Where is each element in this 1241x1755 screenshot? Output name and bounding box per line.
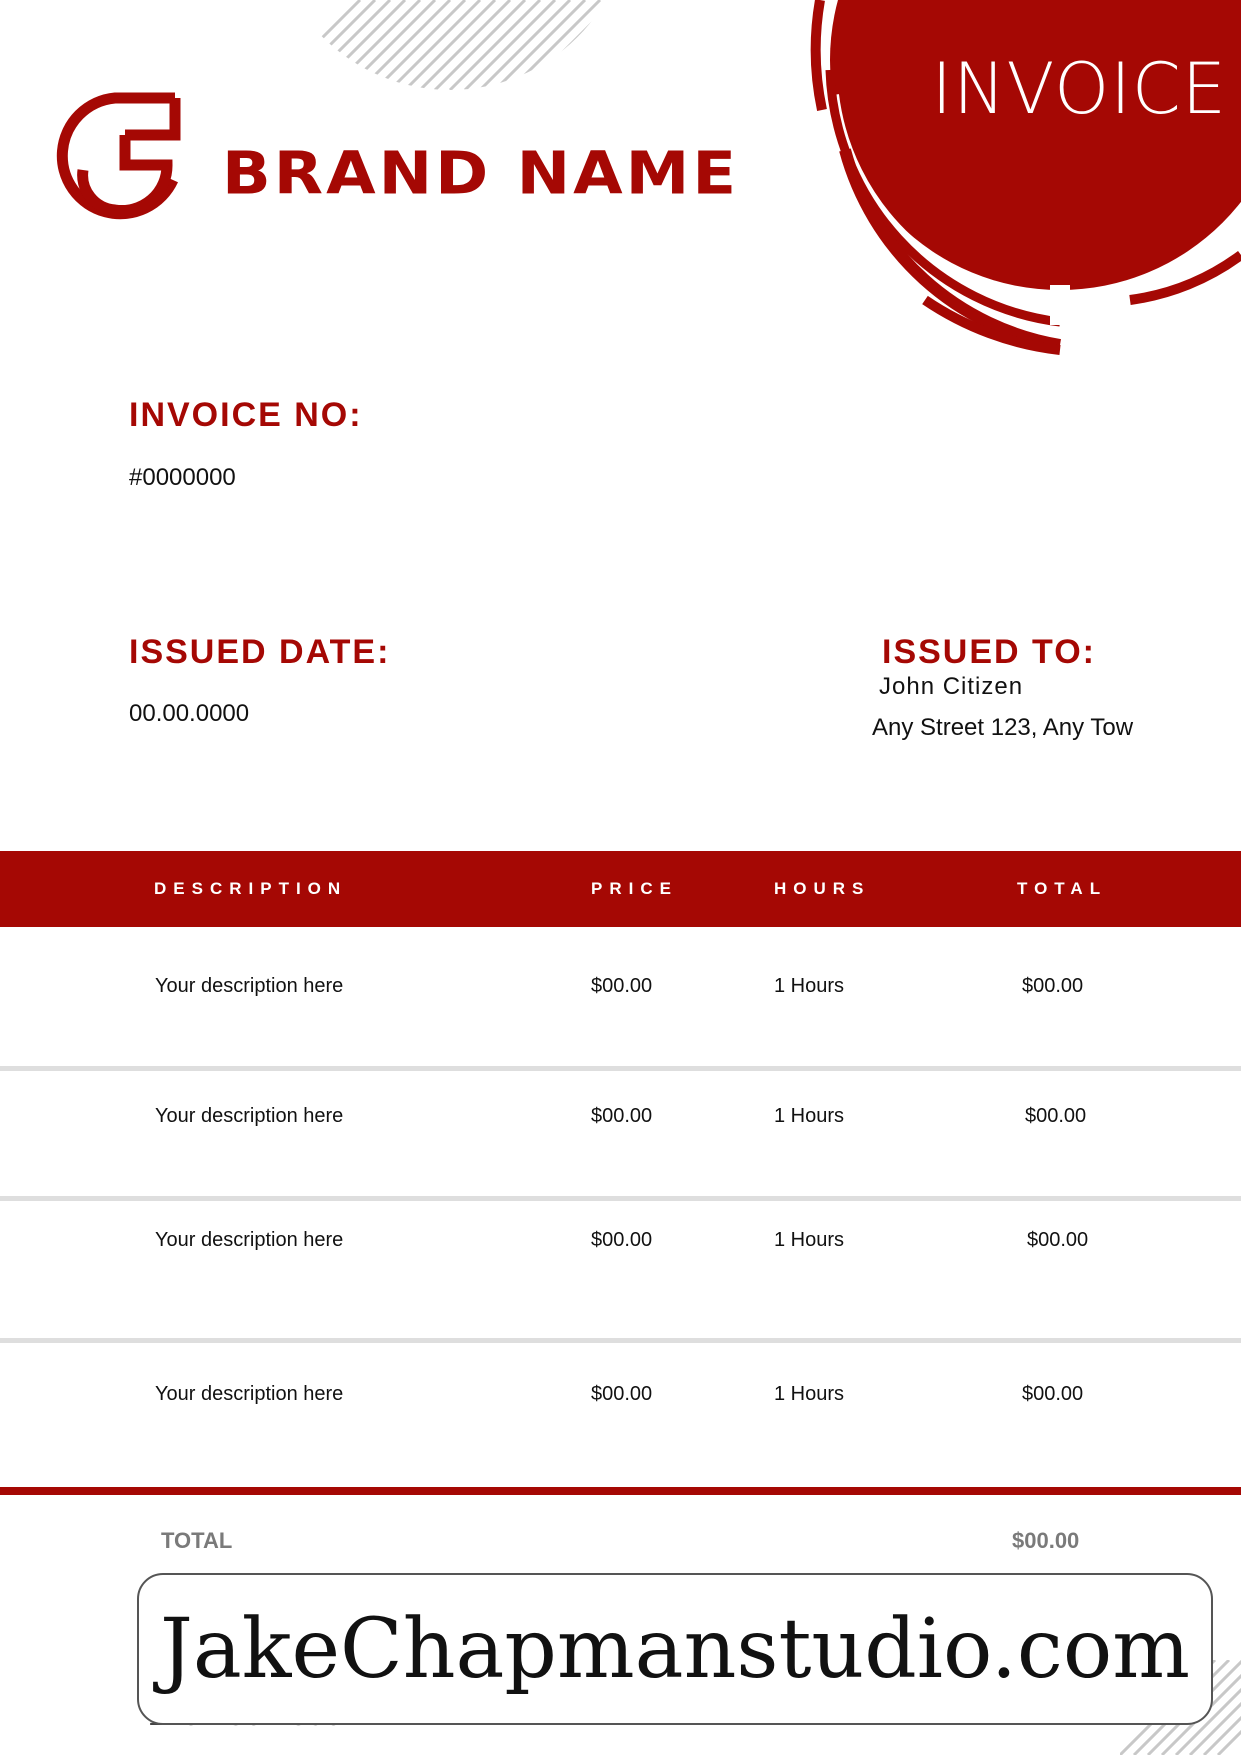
column-header-price: PRICE	[591, 879, 678, 898]
row-4-price: $00.00	[591, 1383, 653, 1405]
row-1-price: $00.00	[591, 975, 653, 997]
row-2-description: Your description here	[155, 1105, 344, 1127]
row-divider	[0, 1338, 1241, 1343]
issued-date-label: ISSUED DATE:	[129, 633, 391, 671]
total-divider-bar	[0, 1487, 1241, 1495]
row-2-price: $00.00	[591, 1105, 653, 1127]
row-3-price: $00.00	[591, 1229, 653, 1251]
brand-logo	[55, 90, 190, 240]
invoice-title: INVOICE	[931, 48, 1227, 130]
row-4-hours: 1 Hours	[774, 1383, 845, 1405]
total-value: $00.00	[1012, 1528, 1080, 1553]
column-header-total: TOTAL	[1017, 879, 1108, 898]
row-2-total: $00.00	[1025, 1105, 1087, 1127]
striped-half-circle-decoration	[270, 0, 630, 90]
row-1-hours: 1 Hours	[774, 975, 845, 997]
issued-date-value: 00.00.0000	[129, 700, 250, 727]
row-2-hours: 1 Hours	[774, 1105, 845, 1127]
row-3-description: Your description here	[155, 1229, 344, 1251]
row-3-hours: 1 Hours	[774, 1229, 845, 1251]
watermark-text: JakeChapmanstudio.com	[160, 1601, 1190, 1697]
row-4-description: Your description here	[155, 1383, 344, 1405]
invoice-number-label: INVOICE NO:	[129, 396, 363, 434]
row-4-total: $00.00	[1022, 1383, 1084, 1405]
table-header	[0, 851, 1241, 927]
issued-to-name: John Citizen	[879, 673, 1024, 700]
issued-to-address: Any Street 123, Any Tow	[872, 714, 1134, 741]
total-label: TOTAL	[161, 1528, 233, 1553]
row-divider	[0, 1196, 1241, 1201]
row-1-description: Your description here	[155, 975, 344, 997]
watermark-banner	[137, 1573, 1213, 1725]
row-divider	[0, 1066, 1241, 1071]
row-3-total: $00.00	[1027, 1229, 1089, 1251]
row-1-total: $00.00	[1022, 975, 1084, 997]
issued-to-label: ISSUED TO:	[882, 633, 1096, 671]
invoice-number: #0000000	[129, 464, 236, 491]
brand-name: BRAND NAME	[222, 140, 740, 209]
column-header-hours: HOURS	[774, 879, 871, 898]
column-header-description: DESCRIPTION	[154, 879, 348, 898]
